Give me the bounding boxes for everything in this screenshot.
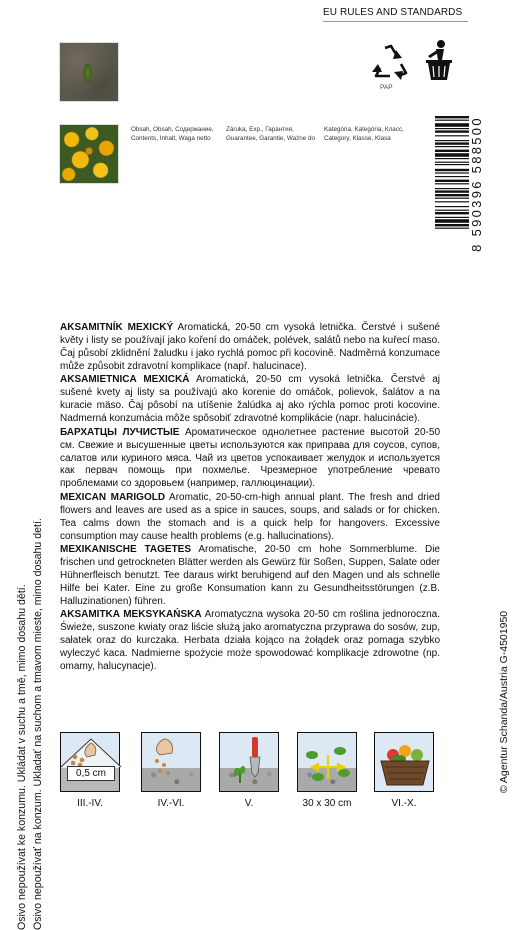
seedling-photo <box>59 42 119 102</box>
planting-trowel-icon <box>219 732 279 792</box>
category-info: Kategória, Kategória, Класс, Category, Klasse, Klasa <box>324 126 404 142</box>
copyright-text: © Agentur Schanda/Austria G-4501950 <box>498 610 510 794</box>
sowing-label-1: III.-IV. <box>77 798 103 809</box>
trash-bin-icon <box>418 38 458 84</box>
sowing-label-3: V. <box>244 798 254 809</box>
spacing-icon <box>297 732 357 792</box>
harvest-basket-icon <box>374 732 434 792</box>
barcode-icon <box>435 116 469 278</box>
guarantee-info: Záruka, Exp., Гарантия, Guarantee, Garantie, Ważne do <box>226 126 316 142</box>
description-pl: AKSAMITKA MEKSYKAŃSKA Aromatyczna wysoka 20-50 cm roślina jednoroczna. Świeże, suszone kwiaty oraz liście służą jako aromatyczna przyprawa do sosów, zup, sałatek oraz do kurczaka. Herbata działa kojąco na żołądek oraz pomaga szybko wyleczyć kaca. Nadmierne spożycie może spowodować komplikacje zdrowotne (np. omamy, halucynacje). <box>60 609 440 673</box>
sowing-label-4: 30 x 30 cm <box>302 798 352 809</box>
description-en: MEXICAN MARIGOLD Aromatic, 20-50-cm-high annual plant. The fresh and dried flowers and leaves are used as a spice in sauces, soups, and salads or for chicken. Tea calms down the stomach and is a quick help for hangovers. Excessive consumption may cause health problems (e.g. hallucinations). <box>60 491 440 542</box>
sowing-indoor-icon <box>60 732 120 792</box>
pap-label: PAP <box>380 84 393 91</box>
product-descriptions <box>60 322 440 675</box>
contents-info: Obsah, Obsah, Содержание, Contents, Inhalt, Waga netto <box>131 126 214 142</box>
sowing-label-5: VI.-X. <box>391 798 417 809</box>
eu-rules-title: EU RULES AND STANDARDS <box>323 7 463 18</box>
storage-text-sk: Osivo nepoužívať na konzum. Ukladať na suchom a tmavom mieste, mimo dosahu detí. <box>32 518 44 930</box>
sowing-label-2: IV.-VI. <box>157 798 185 809</box>
seed-depth-label: 0,5 cm <box>67 766 115 781</box>
storage-instructions <box>4 0 56 929</box>
description-de: MEXIKANISCHE TAGETES Aromatische, 20-50 cm hohe Sommerblume. Die frischen und getrockneten Blätter werden als Gewürz für Soßen, Suppen, Salate oder Hühnerfleisch benutzt. Tee daraus wirkt beruhigend auf den Magen und als schnelle Hilfe bei Kater. Eine zu große Konsumation kann zu Gesundheitsstörungen (z.B. Halluzinationen) führen. <box>60 544 440 608</box>
marigold-photo <box>59 124 119 184</box>
barcode-number: 8 590396 588500 <box>469 116 484 252</box>
description-ru: БАРХАТЦЫ ЛУЧИСТЫЕ Ароматическое однолетнее растение высотой 20-50 см. Свежие и высушенные цветы используются как приправа для соусов, супов, салатов или куриного мяса. Чай из цветов успокаивает желудок и используется как первач помощь при похмелье. Чрезмерное употребление чревато проблемами со здоровьем (например, галлюцинации). <box>60 426 441 490</box>
sowing-outdoor-icon <box>141 732 201 792</box>
divider <box>323 21 468 22</box>
recycle-icon <box>368 42 414 82</box>
storage-text-cz: Osivo nepoužívat ke konzumu. Ukládat v suchu a tmě, mimo dosahu dětí. <box>16 584 28 930</box>
description-cz: AKSAMITNÍK MEXICKÝ Aromatická, 20-50 cm vysoká letnička. Čerstvé i sušené květy i listy se používají jako koření do omáček, polévek, salátů nebo na kuřecí maso. Čaj působí zklidnění žaludku i jako rychlá pomoc při kocovině. Nadměrná konzumace může způsobit zdravotní komplikace (např. halucinace). <box>60 322 440 372</box>
description-sk: AKSAMIETNICA MEXICKÁ Aromatická, 20-50 cm vysoká letnička. Čerstvé aj sušené kvety aj listy sa používajú ako korenie do omáčok, polievok, šalátov a na kuracie mäso. Čaj pôsobí na utíšenie žalúdka aj ako rýchla pomoc proti kocovine. Nadmerná konzumácia môže spôsobiť zdravotné komplikácie (napr. halucinácie). <box>60 374 441 425</box>
